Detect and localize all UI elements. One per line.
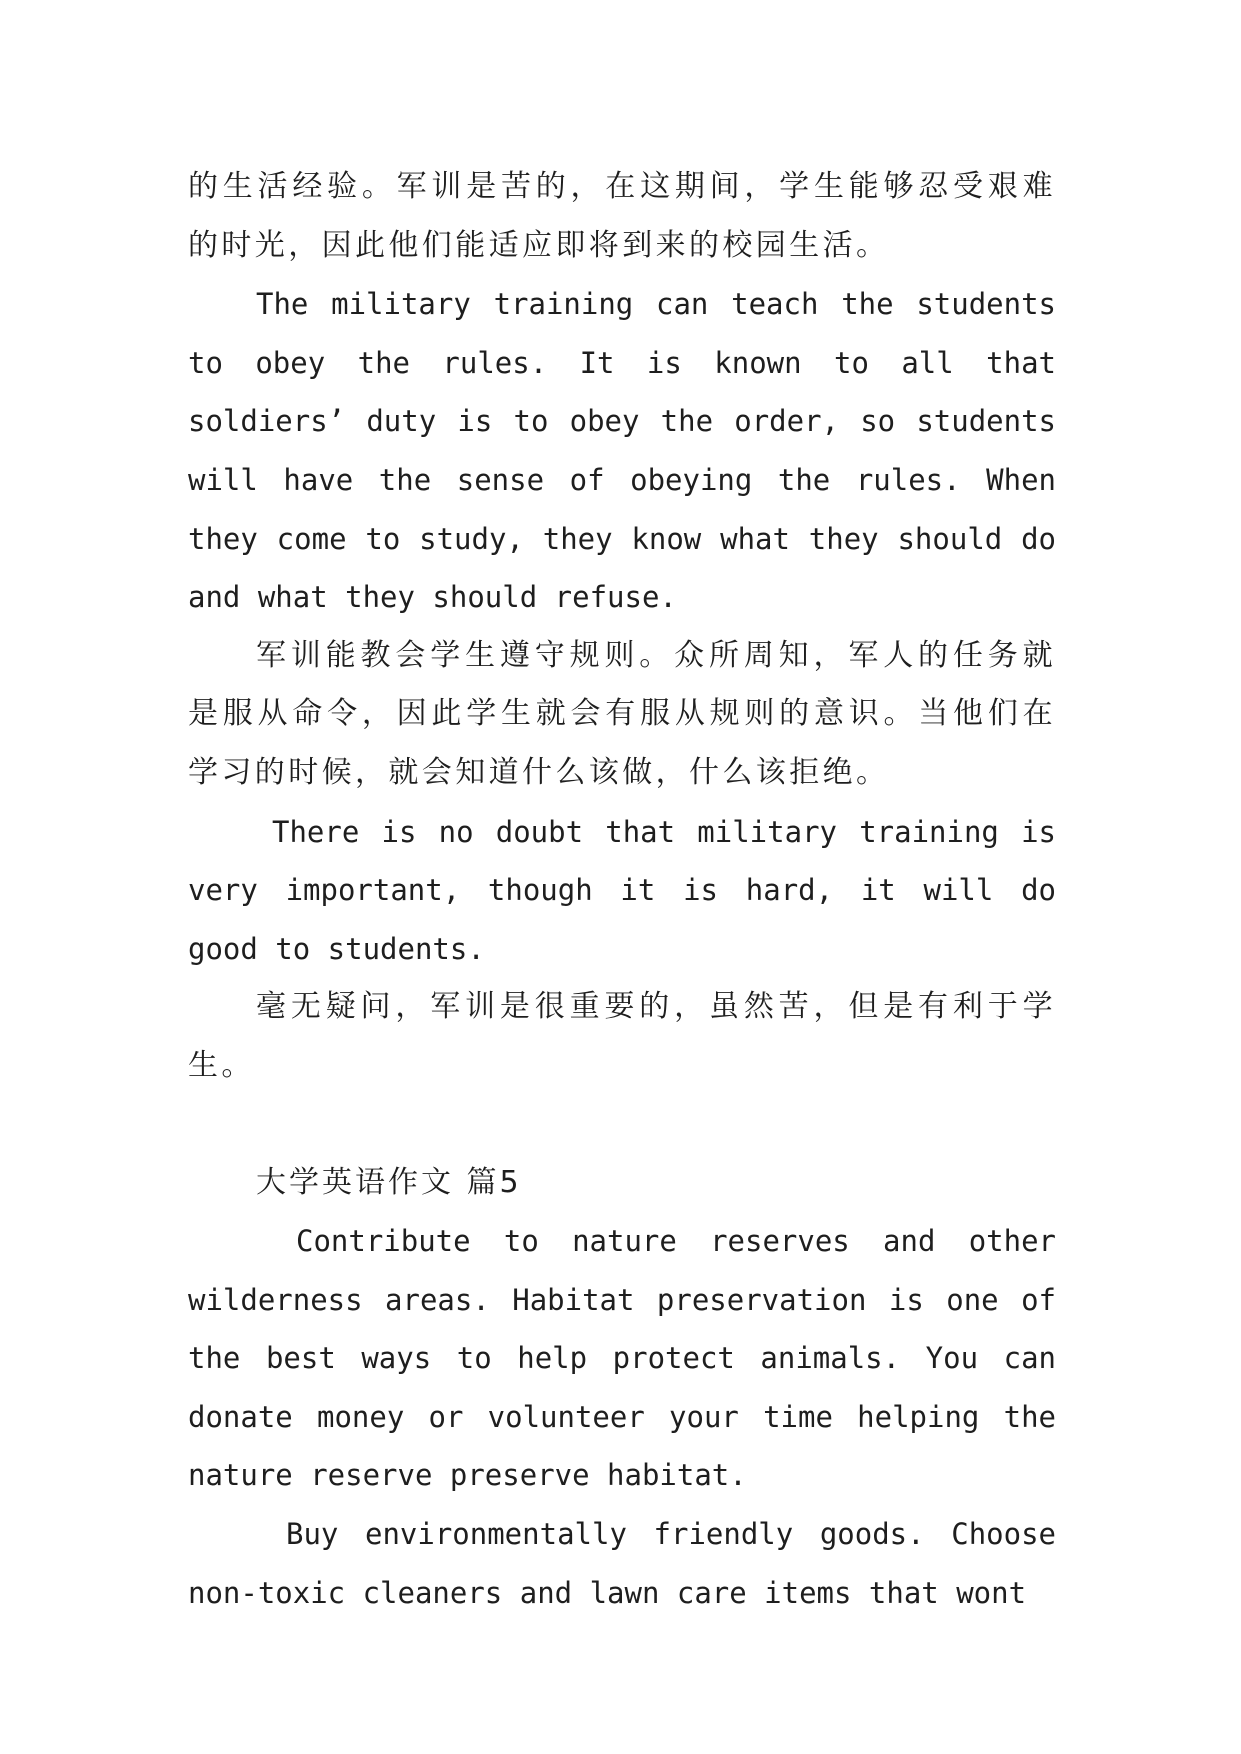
paragraph-chinese-3: 毫无疑问，军训是很重要的，虽然苦，但是有利于学生。	[188, 989, 1056, 1083]
paragraph-english-2: There is no doubt that military training is very important, though it is hard, it will do good to students.	[188, 814, 1056, 966]
paragraph-english-3: Contribute to nature reserves and other wilderness areas. Habitat preservation is one of the best ways to help protect animals. You can donate money or volunteer your time helping the nature reserve preserve habitat.	[188, 1224, 1056, 1493]
paragraph-chinese-2: 军训能教会学生遵守规则。众所周知，军人的任务就是服从命令，因此学生就会有服从规则的意识。当他们在学习的时候，就会知道什么该做，什么该拒绝。	[188, 637, 1056, 790]
paragraph-chinese-1: 的生活经验。军训是苦的，在这期间，学生能够忍受艰难的时光，因此他们能适应即将到来的校园生活。	[188, 169, 1056, 263]
section-gap	[188, 1096, 1056, 1154]
paragraph-english-4: Buy environmentally friendly goods. Choose non-toxic cleaners and lawn care items that wont	[188, 1517, 1056, 1610]
paragraph-english-1: The military training can teach the students to obey the rules. It is known to all that soldiers’ duty is to obey the order, so students will have the sense of obeying the rules. When they come to study, they know what they should do and what they should refuse.	[188, 287, 1056, 615]
section-heading: 大学英语作文 篇5	[256, 1164, 522, 1200]
document-body	[188, 158, 1056, 1622]
